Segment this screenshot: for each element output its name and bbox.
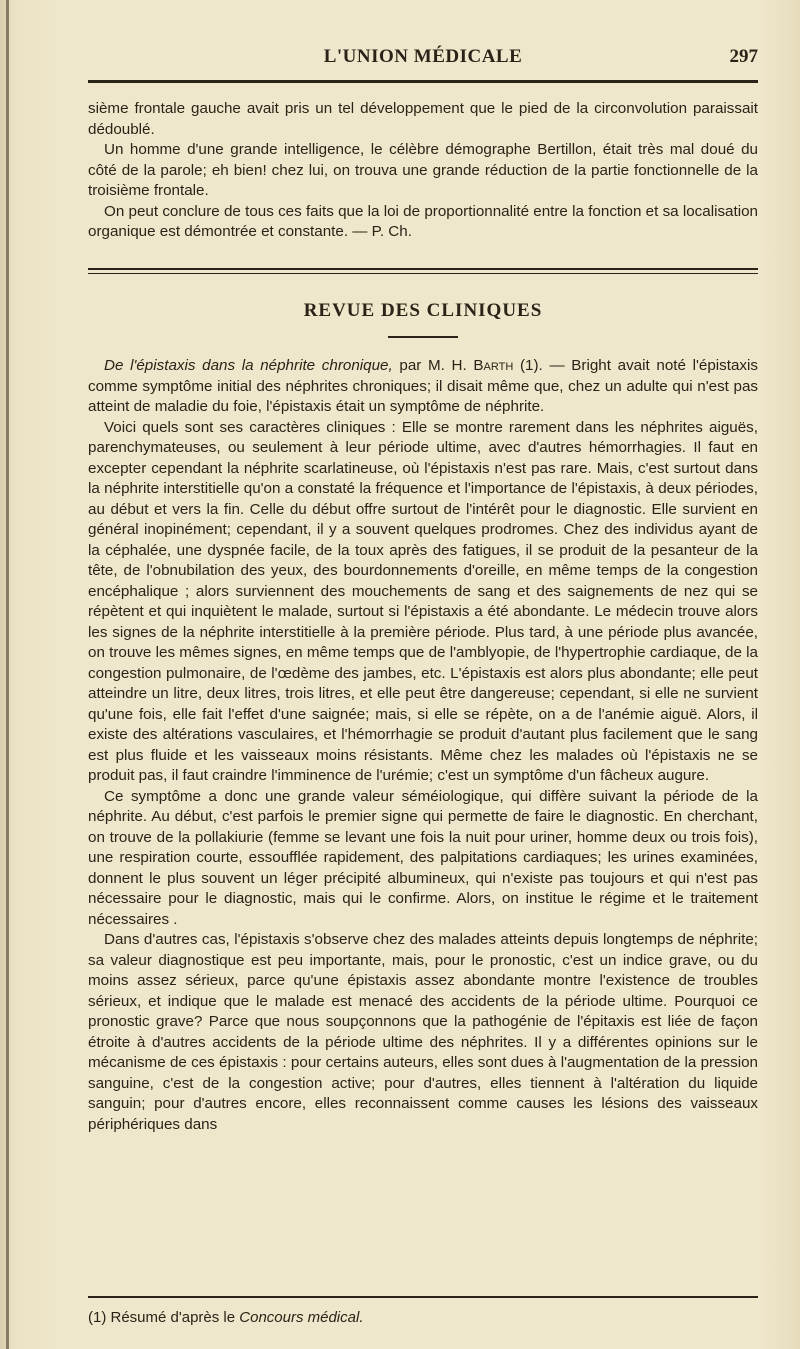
paragraph: On peut conclure de tous ces faits que la loi de proportionnalité entre la fonction et sa localisation organique est démontrée et constante. — P. Ch.	[88, 202, 758, 240]
header-rule	[88, 80, 758, 83]
article-title: De l'épistaxis dans la néphrite chronique,	[104, 357, 393, 374]
paragraph: Voici quels sont ses caractères cliniques : Elle se montre rarement dans les néphrites aiguës, parenchymateuses, ou seulement à leur période ultime, avec d'autres hémorrhagies. Il faut en excepter cependant la néphrite scarlatineuse, où l'épistaxis n'est pas rare. Mais, c'est surtout dans la néphrite interstitielle qu'on a constaté la fréquence et l'importance de l'épistaxis, à deux périodes, au début et vers la fin. Celle du début offre surtout de l'intérêt pour le diagnostic. Elle survient en général inopinément; cependant, il y a souvent quelques prodromes. Chez des individus ayant de la céphalée, une dyspnée facile, de la toux après des fatigues, il se produit de la pesanteur de la tête, de l'obnubilation des yeux, des bourdonnements d'oreille, en même temps de la congestion encéphalique ; alors surviennent des mouchements de sang et des saignements de nez qui se répètent et qui inquiètent le malade, surtout si l'épistaxis a été abondante. Le médecin trouve alors les signes de la néphrite interstitielle à la première période. Plus tard, à une période plus avancée, on trouve les mêmes signes, en même temps que de l'amblyopie, de l'hypertrophie cardiaque, de la congestion pulmonaire, de l'œdème des jambes, etc. L'épistaxis est alors plus abondante; elle peut atteindre un litre, deux litres, trois litres, et elle peut être dangereuse; cependant, si elle ne survient qu'une fois, elle fait l'effet d'une saignée; mais, si elle se répète, on a de l'anémie aiguë. Alors, il existe des altérations vasculaires, et l'hémorrhagie se produit d'autant plus facilement que le sang est plus fluide et les vaisseaux moins résistants. Même chez les malades où l'épistaxis ne se produit pas, il faut craindre l'imminence de l'urémie; c'est un symptôme d'un fâcheux augure.	[88, 418, 758, 784]
paragraph: Ce symptôme a donc une grande valeur séméiologique, qui diffère suivant la période de la néphrite. Au début, c'est parfois le premier signe qui permette de faire le diagnostic. En cherchant, on trouve de la pollakiurie (femme se levant une fois la nuit pour uriner, homme deux ou trois fois), une respiration courte, essoufflée rapidement, des palpitations cardiaques; les urines examinées, donnent le plus souvent un léger précipité albumineux, qui n'existe pas toujours et qui n'est pas nécessaire pour le diagnostic, mais qui le confirme. Alors, on institue le régime et le traitement nécessaires .	[88, 787, 758, 928]
paragraph: Dans d'autres cas, l'épistaxis s'observe chez des malades atteints depuis longtemps de néphrite; sa valeur diagnostique est peu importante, mais, pour le pronostic, c'est un indice grave, ou du moins assez sérieux, parce qu'une épistaxis assez abondante montre l'existence de troubles sérieux, et indique que le malade est menacé des accidents de la période ultime. Pourquoi ce pronostic grave? Parce que nous soupçonnons que la pathogénie de l'épitaxis est liée de façon étroite à d'autres accidents de la période ultime des néphrites. Il y a différentes opinions sur le mécanisme de ces épistaxis : pour certains auteurs, elles sont dues à l'augmentation de la pression sanguine, c'est de la congestion active; pour d'autres, elles tiennent à l'altération du liquide sanguin; pour d'autres encore, elles reconnaissent comme causes les lésions des vaisseaux périphériques dans	[88, 931, 758, 1133]
title-underline	[388, 336, 458, 338]
footnote-source: Concours médical.	[239, 1309, 364, 1326]
section-separator-top	[88, 268, 758, 270]
section-separator-bottom	[88, 273, 758, 274]
section-title: REVUE DES CLINIQUES	[303, 300, 543, 321]
author-prefix: par M. H.	[392, 357, 474, 374]
footnote-prefix: (1) Résumé d'après le	[88, 1309, 240, 1326]
journal-title: L'UNION MÉDICALE	[323, 46, 523, 67]
footnote	[88, 1309, 758, 1326]
page-number: 297	[729, 46, 758, 67]
binding-edge	[6, 0, 9, 1349]
article-body	[88, 356, 758, 1135]
footnote-rule	[88, 1296, 758, 1298]
article-intro	[88, 356, 758, 418]
paragraph: sième frontale gauche avait pris un tel développement que le pied de la circonvolution paraissait dédoublé.	[88, 100, 758, 138]
top-text-block	[88, 99, 758, 243]
author-name: Barth	[473, 357, 514, 374]
paragraph: Un homme d'une grande intelligence, le célèbre démographe Bertillon, était très mal doué du côté de la parole; eh bien! chez lui, on trouva une grande réduction de la partie fonctionnelle de la troisième frontale.	[88, 141, 758, 199]
running-header	[88, 46, 758, 76]
intro-text: (1). — Bright avait noté l'épistaxis comme symptôme initial des néphrites chroniques; il disait même que, chez un adulte qui n'est pas atteint de maladie du foie, l'épistaxis était un symptôme de néphrite.	[88, 357, 758, 415]
